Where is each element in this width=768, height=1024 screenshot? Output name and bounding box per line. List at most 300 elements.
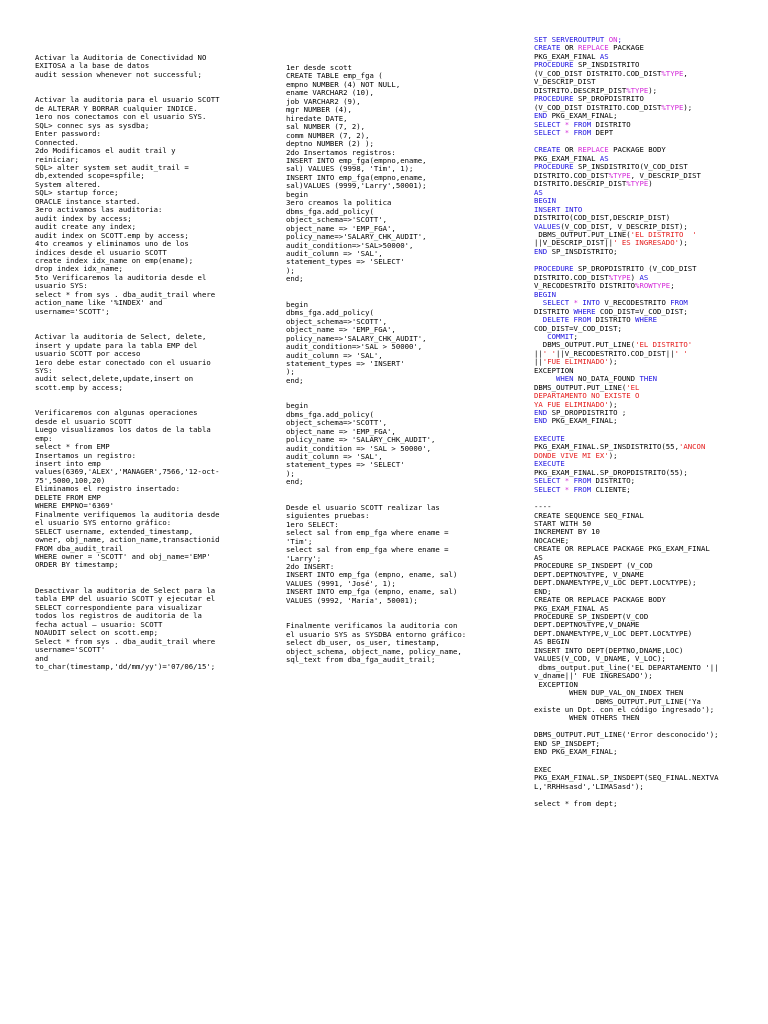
code-token: dbms_output.put_line('EL DEPARTAMENTO '|| <box>534 662 719 672</box>
code-line <box>534 748 766 756</box>
text-line: ); <box>286 265 295 275</box>
code-token: ' ' <box>674 348 688 358</box>
code-block <box>534 766 766 791</box>
code-token: DBMS_OUTPUT.PUT_LINE('Error desconocido'); <box>534 730 719 740</box>
text-line: ); <box>286 367 295 377</box>
code-token: WHERE <box>573 306 600 316</box>
code-token: PKG_EXAM_FINAL; <box>551 416 618 426</box>
code-line <box>534 248 766 256</box>
code-token: PROCEDURE SP_INSDEPT (V_COD <box>534 561 653 571</box>
code-token: INSERT INTO <box>534 204 583 214</box>
code-token: %ROWTYPE <box>635 281 671 291</box>
code-token: DEPT.DNAME%TYPE,V_LOC DEPT.LOC%TYPE); <box>534 578 697 588</box>
text-line: db,extended scope=spfile; <box>35 171 145 181</box>
code-token: PKG_EXAM_FINAL.SP_INSDISTRITO(55, <box>534 442 679 452</box>
code-token: WHEN DUP_VAL_ON_INDEX THEN <box>534 688 684 698</box>
text-line: Activar la auditoria de Select, delete, <box>35 332 207 342</box>
text-line: dbms_fga.add_policy( <box>286 308 374 318</box>
text-line: Finalmente verifiquemos la auditoria desde <box>35 509 220 519</box>
text-line: select db_user, os_user, timestamp, <box>286 638 440 648</box>
code-token: * <box>564 484 574 494</box>
text-line: object_schema, object_name, policy_name, <box>286 646 462 656</box>
text-line: insert y update para la tabla EMP del <box>35 340 198 350</box>
text-line: 5to Verificaremos la auditoria desde el <box>35 272 207 282</box>
code-token: WHEN OTHERS THEN <box>534 713 640 723</box>
text-line: mgr NUMBER (4), <box>286 105 352 115</box>
code-token: AS <box>534 187 543 197</box>
text-line: object_name => 'EMP_FGA', <box>286 426 396 436</box>
text-line: SQL> alter system set audit_trail = <box>35 162 189 172</box>
text-line: dbms_fga.add_policy( <box>286 409 374 419</box>
text-block <box>286 402 518 487</box>
text-line: policy_name=>'SALARY_CHK_AUDIT', <box>286 232 427 242</box>
text-line: SELECT username, extended_timestamp, <box>35 526 194 536</box>
code-token: AS <box>534 552 543 562</box>
code-token: DISTRITO <box>595 119 631 129</box>
code-line <box>534 545 766 553</box>
text-line: 75',5000,100,20) <box>35 475 106 485</box>
code-token: 'EL DISTRITO' <box>635 340 693 350</box>
text-line: action_name like '%INDEX' and <box>35 298 163 308</box>
text-line: audit create any index; <box>35 222 137 232</box>
code-line <box>534 452 766 460</box>
code-token: ' ES INGRESADO' <box>613 238 679 248</box>
code-token: FROM <box>670 298 688 308</box>
code-token: DISTRITO.COD_DIST <box>534 170 609 180</box>
code-block <box>534 146 766 256</box>
text-line: scott.emp by access; <box>35 382 123 392</box>
text-line: ORACLE instance started. <box>35 196 141 206</box>
text-line: policy_name=>'SALARY_CHK_AUDIT', <box>286 333 427 343</box>
code-token: EXEC <box>534 764 552 774</box>
text-line: Activar la Auditoria de Conectividad NO <box>35 53 207 62</box>
code-token: PKG_EXAM_FINAL <box>534 153 600 163</box>
code-token: CLIENTE; <box>595 484 631 494</box>
code-token: || <box>534 348 543 358</box>
code-token: DBMS_OUTPUT.PUT_LINE( <box>534 229 631 239</box>
text-block <box>35 54 267 79</box>
left-notes-column <box>35 37 267 671</box>
text-line: siguientes pruebas: <box>286 511 370 521</box>
text-line: audit index on SCOTT.emp by access; <box>35 230 189 240</box>
code-token: ); <box>683 102 693 112</box>
text-line: username='SCOTT'; <box>35 306 110 316</box>
code-token: AS BEGIN <box>534 637 570 647</box>
code-token: %TYPE <box>626 179 649 189</box>
code-token: REPLACE <box>577 145 609 155</box>
text-line: audit index by access; <box>35 213 132 223</box>
code-token: ; <box>573 331 578 341</box>
text-line: ORDER BY timestamp; <box>35 560 119 570</box>
text-block <box>286 622 518 664</box>
text-line: select sal from emp_fga where ename = <box>286 528 449 538</box>
code-token: NO_DATA_FOUND <box>577 374 640 384</box>
code-token: DELETE FROM <box>542 315 596 325</box>
text-line: audit_condition=>'SAL>50000', <box>286 240 414 250</box>
text-line: Enter password: <box>35 129 101 139</box>
text-line: sql_text from dba_fga_audit_trail; <box>286 655 436 665</box>
text-block <box>286 504 518 605</box>
text-line: usuario SYS: <box>35 281 88 291</box>
text-line: Verificaremos con algunas operaciones <box>35 408 198 418</box>
code-token: PKG_EXAM_FINAL.SP_DROPDISTRITO(55); <box>534 467 688 477</box>
text-block <box>286 64 518 284</box>
code-token: SP_DROPDISTRITO ; <box>551 408 627 418</box>
text-line: statement_types => 'SELECT' <box>286 460 405 470</box>
code-token: DEPT.DEPTNO%TYPE, V_DNAME <box>534 569 644 579</box>
code-token: %TYPE <box>661 102 684 112</box>
text-line: Desactivar la auditoria de Select para la <box>35 585 216 595</box>
text-line: object_name => 'EMP_FGA', <box>286 223 396 233</box>
code-token: ); <box>678 238 688 248</box>
code-token: PKG_EXAM_FINAL; <box>551 111 618 121</box>
code-line <box>534 714 766 722</box>
code-token: SELECT <box>534 484 565 494</box>
code-token: ) <box>630 272 640 282</box>
text-line: FROM dba_audit_trail <box>35 543 123 553</box>
code-token: COMMIT <box>547 331 574 341</box>
text-line: audit_column => 'SAL', <box>286 452 383 462</box>
text-line: fecha actual – usuario: SCOTT <box>35 619 163 629</box>
code-token: ||V_DESCRIP_DIST|| <box>534 238 614 248</box>
text-line: SELECT correspondiente para visualizar <box>35 602 202 612</box>
text-line: INSERT INTO emp_fga (empno, ename, sal) <box>286 570 458 580</box>
code-token: CREATE <box>534 43 565 53</box>
text-line: INSERT INTO emp_fga(empno,ename, <box>286 155 427 165</box>
text-line: 3ero creamos la politica <box>286 198 392 208</box>
code-token: existe un Dpt. con el código ingresado'); <box>534 704 715 714</box>
code-token: YA FUE ELIMINADO' <box>534 399 609 409</box>
code-token: SP_INSDISTRITO <box>577 60 640 70</box>
code-token: EXCEPTION <box>534 679 578 689</box>
code-token: CREATE OR REPLACE PACKAGE BODY <box>534 595 666 605</box>
text-line: dbms_fga.add_policy( <box>286 206 374 216</box>
code-line <box>534 800 766 808</box>
code-token: SET SERVEROUTPUT <box>534 35 609 44</box>
text-line: audit select,delete,update,insert on <box>35 374 194 384</box>
code-token: THEN <box>639 374 658 384</box>
text-line: audit session whenever not successful; <box>35 69 202 79</box>
text-line: 1ero SELECT: <box>286 519 339 529</box>
text-line: 3ero activamos las auditoria: <box>35 205 163 215</box>
text-line: índices desde el usuario SCOTT <box>35 247 167 257</box>
text-line: end; <box>286 477 304 487</box>
text-line: begin <box>286 299 308 309</box>
text-line: empno NUMBER (4) NOT NULL, <box>286 79 401 89</box>
code-token: DEPT.DEPTNO%TYPE,V_DNAME <box>534 620 640 630</box>
code-token: ); <box>608 357 618 367</box>
code-line <box>534 282 766 290</box>
code-line <box>534 579 766 587</box>
code-token: INSERT INTO DEPT(DEPTNO,DNAME,LOC) <box>534 645 684 655</box>
code-token: select * from dept; <box>534 799 618 809</box>
text-line: end; <box>286 274 304 284</box>
code-token: REPLACE <box>577 43 609 53</box>
code-block <box>534 435 766 494</box>
code-token: * <box>564 119 574 129</box>
code-token: ; <box>670 281 675 291</box>
code-token: DONDE VIVE MI EX' <box>534 450 609 460</box>
code-token: BEGIN <box>534 196 556 206</box>
text-line: 1er desde scott <box>286 63 352 72</box>
code-token: FROM <box>573 119 596 129</box>
code-token: (V_COD_DIST, V_DESCRIP_DIST); <box>560 221 688 231</box>
text-line: values(6369,'ALEX','MANAGER',7566,'12-oct- <box>35 467 220 477</box>
code-token: DEPT.DNAME%TYPE,V_LOC DEPT.LOC%TYPE) <box>534 628 693 638</box>
text-block <box>35 333 267 392</box>
code-token: DISTRITO.COD_DIST <box>534 272 609 282</box>
code-token: END; <box>534 586 552 596</box>
text-line: job VARCHAR2 (9), <box>286 96 361 106</box>
text-block <box>286 301 518 386</box>
code-token: DBMS_OUTPUT.PUT_LINE('Ya <box>534 696 701 706</box>
text-line: Luego visualizamos los datos de la tabla <box>35 425 211 435</box>
code-token: SP_DROPDISTRITO (V_COD_DIST <box>577 264 697 274</box>
code-token: ); <box>608 399 618 409</box>
code-token: * <box>564 476 574 486</box>
text-line: 2do Modificamos el audit trail y <box>35 146 176 156</box>
text-line: de ALTERAR Y BORRAR cualquier INDICE. <box>35 103 198 113</box>
text-line: SQL> connec sys as sysdba; <box>35 120 150 130</box>
text-line: 1ero nos conectamos con el usuario SYS. <box>35 112 207 122</box>
code-token: * <box>564 127 574 137</box>
code-token: AS <box>599 153 609 163</box>
code-token: L,'RRHHsasd','LIMASasd'); <box>534 781 644 791</box>
code-token: WHEN <box>555 374 578 384</box>
right-plsql-column <box>534 27 766 809</box>
code-token: PROCEDURE <box>534 94 578 104</box>
text-line: emp: <box>35 433 53 443</box>
code-token: SP_INSDISTRITO(V_COD_DIST <box>577 162 688 172</box>
text-line: create index idx_name on emp(ename); <box>35 255 194 265</box>
middle-fga-column <box>286 47 518 665</box>
code-token: ); <box>648 85 658 95</box>
code-token: ON <box>608 35 618 44</box>
text-line: ename VARCHAR2 (10), <box>286 88 374 98</box>
code-token: BEGIN <box>534 289 556 299</box>
code-token: INTO <box>582 298 605 308</box>
code-token: 'FUE ELIMINADO' <box>542 357 609 367</box>
code-token: %TYPE <box>608 272 631 282</box>
code-token: %TYPE <box>661 68 684 78</box>
code-token: 'ANCON <box>678 442 706 452</box>
code-token: , <box>683 68 688 78</box>
text-line: Insertamos un registro: <box>35 450 137 460</box>
code-token: 'EL DISTRITO ' <box>630 229 697 239</box>
text-line: Connected. <box>35 137 79 147</box>
code-token: SELECT <box>534 119 565 129</box>
code-token: %TYPE <box>626 85 649 95</box>
text-line: usuario SCOTT por acceso <box>35 349 141 359</box>
text-line: insert into emp <box>35 459 101 469</box>
text-line: Desde el usuario SCOTT realizar las <box>286 502 440 512</box>
text-line: 'Tim'; <box>286 536 313 546</box>
code-token: CREATE OR REPLACE PACKAGE PKG_EXAM_FINAL <box>534 544 710 554</box>
text-line: statement_types => 'SELECT' <box>286 257 405 267</box>
text-line: el usuario SYS entorno gráfico: <box>35 518 172 528</box>
text-line: end; <box>286 375 304 385</box>
code-token: ); <box>608 450 618 460</box>
text-line: begin <box>286 401 308 411</box>
code-token: CREATE SEQUENCE SEQ_FINAL <box>534 510 644 520</box>
text-block <box>35 587 267 672</box>
text-line: WHERE EMPNO='6369' <box>35 501 115 511</box>
code-token: FROM <box>573 484 596 494</box>
text-line: desde el usuario SCOTT <box>35 416 132 426</box>
code-token: SELECT <box>534 127 565 137</box>
code-token: ; <box>617 35 622 44</box>
code-token: AS <box>599 51 609 61</box>
code-token: DISTRITO <box>534 306 574 316</box>
code-token: EXCEPTION <box>534 365 574 375</box>
text-line: Finalmente verificamos la auditoria con <box>286 621 458 631</box>
code-token: DISTRITO <box>595 315 636 325</box>
text-line: System altered. <box>35 179 101 189</box>
code-token: DEPT <box>595 127 614 137</box>
code-token: EXECUTE <box>534 433 565 443</box>
code-token: SELECT <box>534 476 565 486</box>
code-token: || <box>534 357 543 367</box>
text-line: tabla EMP del usuario SCOTT y ejecutar el <box>35 594 216 604</box>
code-token: END <box>534 111 552 121</box>
text-line: todos los registros de auditoria de la <box>35 611 202 621</box>
text-line: Eliminamos el registro insertado: <box>35 484 180 494</box>
code-token: PROCEDURE <box>534 162 578 172</box>
code-token: EXECUTE <box>534 459 565 469</box>
code-token: DEPARTAMENTO NO EXISTE O <box>534 391 640 401</box>
code-token: (V_COD_DIST DISTRITO.COD_DIST <box>534 102 662 112</box>
text-line: select sal from emp_fga where ename = <box>286 545 449 555</box>
code-token: SELECT <box>542 298 574 308</box>
text-line: statement_types => 'INSERT' <box>286 358 405 368</box>
text-line: and <box>35 653 49 663</box>
text-line: EXITOSA a la base de datos <box>35 61 150 71</box>
code-token: 'EL <box>626 382 640 392</box>
code-token: DBMS_OUTPUT.PUT_LINE( <box>534 340 636 350</box>
code-token: START WITH 50 <box>534 519 592 529</box>
code-token: END PKG_EXAM_FINAL; <box>534 747 618 757</box>
text-line: NOAUDIT select on scott.emp; <box>35 628 159 638</box>
code-token: (V_COD_DIST DISTRITO.COD_DIST <box>534 68 662 78</box>
code-block <box>534 36 766 137</box>
text-block <box>35 409 267 570</box>
code-token: COD_DIST=V_COD_DIST; <box>534 323 622 333</box>
code-line <box>534 180 766 188</box>
code-token: FROM <box>573 476 596 486</box>
text-line: object_schema=>'SCOTT', <box>286 418 388 428</box>
text-line: audit_column => 'SAL', <box>286 248 383 258</box>
text-line: username='SCOTT' <box>35 645 106 655</box>
code-token: OR <box>564 145 578 155</box>
text-line: policy_name => 'SALARY_CHK_AUDIT', <box>286 435 436 445</box>
code-token: PROCEDURE <box>534 264 578 274</box>
code-token: CREATE <box>534 145 565 155</box>
code-token: SP_DROPDISTRITO <box>577 94 644 104</box>
code-token: FROM <box>573 127 596 137</box>
text-line: object_schema=>'SCOTT', <box>286 316 388 326</box>
code-token: PACKAGE BODY <box>608 145 666 155</box>
text-line: to_char(timestamp,'dd/mm/yy')='07/06/15'; <box>35 662 216 671</box>
code-token: v_dname||' FUE INGRESADO'); <box>534 671 653 681</box>
code-token: ||V_RECODESTRITO.COD_DIST|| <box>555 348 675 358</box>
code-token: PROCEDURE SP_INSDEPT(V_COD <box>534 612 649 621</box>
text-line: begin <box>286 189 308 199</box>
text-line: CREATE TABLE emp_fga ( <box>286 71 383 81</box>
code-token: DISTRITO; <box>595 476 636 486</box>
code-token: PACKAGE <box>608 43 644 53</box>
code-token: ) <box>648 179 653 189</box>
code-line <box>534 783 766 791</box>
code-token: , V_DESCRIP_DIST <box>630 170 701 180</box>
text-line: audit_column => 'SAL', <box>286 350 383 360</box>
text-line: 2do Insertamos registros: <box>286 147 396 157</box>
code-token: VALUES(V_COD, V_DNAME, V_LOC); <box>534 654 666 664</box>
text-line: owner, obj_name, action_name,transactionid <box>35 535 220 545</box>
code-token: COD_DIST=V_COD_DIST; <box>599 306 688 316</box>
code-token: PKG_EXAM_FINAL.SP_INSDEPT(SEQ_FINAL.NEXTVA <box>534 773 719 783</box>
code-line <box>534 189 766 197</box>
code-token: PROCEDURE <box>534 60 578 70</box>
text-line: sal) VALUES (9998, 'Tim', 1); <box>286 164 414 174</box>
code-token: END SP_INSDEPT; <box>534 738 600 748</box>
text-line: WHERE owner = 'SCOTT' and obj_name='EMP' <box>35 552 211 562</box>
text-line: hiredate DATE, <box>286 113 348 123</box>
code-token: NOCACHE; <box>534 535 570 545</box>
code-token: DBMS_OUTPUT.PUT_LINE( <box>534 382 627 392</box>
code-token: %TYPE <box>608 170 631 180</box>
code-line <box>534 129 766 137</box>
code-token: INCREMENT BY 10 <box>534 527 600 537</box>
code-token: V_RECODESTRITO <box>604 298 671 308</box>
code-token: END <box>534 416 552 426</box>
text-line: deptno NUMBER (2) ); <box>286 139 374 149</box>
text-line: audit_condition => 'SAL > 50000', <box>286 443 431 453</box>
code-token: V_RECODESTRITO DISTRITO <box>534 281 636 291</box>
code-token: VALUES <box>534 221 561 231</box>
code-token: AS <box>639 272 649 282</box>
text-line: ); <box>286 468 295 478</box>
code-token: * <box>573 298 583 308</box>
text-line: SQL> startup force; <box>35 188 119 198</box>
text-line: VALUES (9991, 'José', 1); <box>286 578 396 588</box>
text-line: object_schema=>'SCOTT', <box>286 215 388 225</box>
code-token: SP_INSDISTRITO; <box>551 246 618 256</box>
text-line: drop index idx_name; <box>35 264 123 274</box>
text-line: el usuario SYS as SYSDBA entorno gráfico: <box>286 629 467 639</box>
text-line: SYS: <box>35 365 53 375</box>
code-token: WHERE <box>635 315 658 325</box>
code-token: PKG_EXAM_FINAL AS <box>534 603 609 613</box>
code-token: DISTRITO.DESCRIP_DIST <box>534 179 627 189</box>
code-token: DISTRITO(COD_DIST,DESCRIP_DIST) <box>534 213 671 223</box>
text-line: 'Larry'; <box>286 553 322 563</box>
code-block <box>534 503 766 757</box>
text-line: INSERT INTO emp_fga(empno,ename, <box>286 172 427 182</box>
code-token: ---- <box>534 502 552 512</box>
text-line: VALUES (9992, 'María', 50001); <box>286 595 418 605</box>
text-line: object_name => 'EMP_FGA', <box>286 325 396 335</box>
text-line: sal NUMBER (7, 2), <box>286 122 366 132</box>
code-token: END <box>534 408 552 418</box>
text-line: audit_condition=>'SAL > 50000', <box>286 342 423 352</box>
text-line: 1ero debe estar conectado con el usuario <box>35 357 211 367</box>
text-line: DELETE FROM EMP <box>35 492 101 502</box>
text-line: select * from EMP <box>35 442 110 452</box>
text-line: sal)VALUES (9999,'Larry',50001); <box>286 181 427 191</box>
text-line: reiniciar; <box>35 154 79 164</box>
code-line <box>534 486 766 494</box>
text-line: Select * from sys . dba_audit_trail where <box>35 636 216 646</box>
